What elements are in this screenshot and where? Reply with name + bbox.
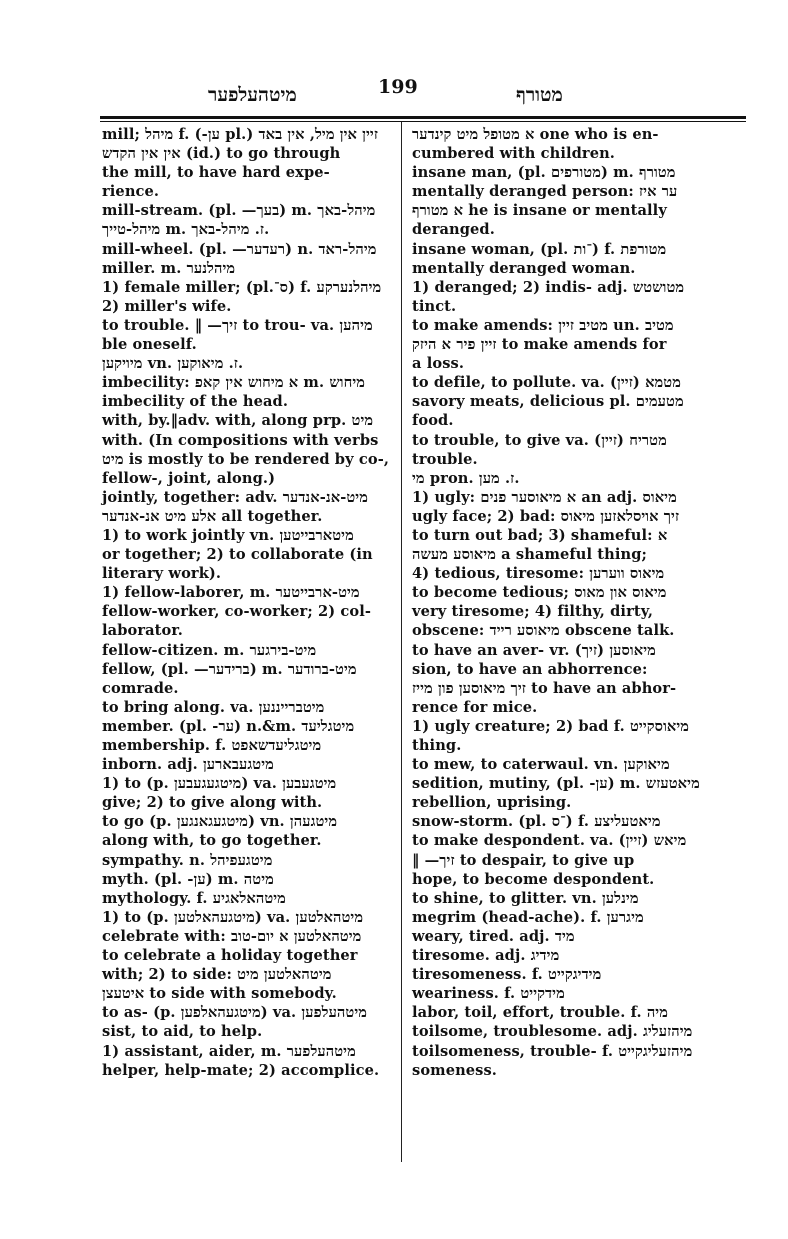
dictionary-line: imbecility of the head. — [102, 393, 289, 411]
dictionary-line: mill-stream. (pl. —בעך) m. מיהל-באך — [102, 202, 376, 220]
dictionary-line: tinct. — [412, 297, 457, 315]
dictionary-line: מיויקען vn. ז. מיאוקען. — [102, 355, 244, 373]
column-divider — [401, 122, 402, 1162]
dictionary-line: weary, tired. adj. מיד — [412, 927, 575, 945]
dictionary-line: miller. m. מיהלנער — [102, 259, 236, 277]
dictionary-line: someness. — [412, 1061, 497, 1079]
dictionary-line: 2) miller's wife. — [102, 297, 232, 315]
dictionary-line: tiresomeness. f. מידיגקייט — [412, 966, 602, 984]
dictionary-line: 1) to (p. מיטגעגעבען) va. מיטגעבען — [102, 775, 337, 793]
dictionary-line: to make despondent. va. (זיין) מיאש — [412, 832, 687, 850]
dictionary-line: weariness. f. מידקייט — [412, 985, 565, 1003]
dictionary-line: sympathy. n. מיטגעפיהל — [102, 851, 273, 869]
dictionary-line: א מטופל מיט קינדער one who is en- — [412, 126, 659, 143]
dictionary-line: very tiresome; 4) filthy, dirty, — [412, 603, 654, 621]
dictionary-line: laborator. — [102, 622, 183, 640]
dictionary-line: celebrate with: מיטהאלטען א יום-טוב — [102, 927, 362, 945]
dictionary-line: with, by.‖adv. with, along prp. מיט — [102, 412, 374, 430]
left-running-headword: מיטהעלפער — [208, 84, 297, 106]
dictionary-line: 1) deranged; 2) indis- adj. מטושטש — [412, 278, 685, 296]
dictionary-line: איטעצן to side with somebody. — [102, 985, 337, 1003]
dictionary-line: fellow-citizen. m. מיט-בירגער — [102, 641, 317, 659]
dictionary-line: literary work). — [102, 565, 222, 583]
dictionary-line: to go (p. מיטגעגאנגען) vn. מיטגעהן — [102, 813, 338, 831]
dictionary-line: mill; מיהל f. (-ען pl.) זיין אין מיל, אין באד — [102, 126, 379, 143]
dictionary-line: mentally deranged person: ער איז — [412, 183, 678, 201]
dictionary-line: ble oneself. — [102, 336, 197, 354]
dictionary-line: 1) female miller; (pl.ס־) f. מיהלנערקע — [102, 278, 382, 296]
right-running-headword: מטורף — [516, 84, 563, 106]
dictionary-line: sion, to have an abhorrence: — [412, 660, 648, 678]
dictionary-line: to shine, to glitter. vn. מינלען — [412, 889, 639, 907]
dictionary-line: deranged. — [412, 221, 495, 239]
dictionary-line: 1) ugly creature; 2) bad f. מיאוסקייט — [412, 717, 690, 735]
dictionary-line: member. (pl. -ער) n.&m. מיטגליעד — [102, 717, 355, 735]
dictionary-line: rience. — [102, 183, 160, 201]
dictionary-line: toilsomeness, trouble- f. מיהזעליגקייט — [412, 1042, 693, 1060]
dictionary-line: with. (In compositions with verbs — [102, 431, 379, 449]
dictionary-line: מיאוסע מעשה a shameful thing; — [412, 546, 648, 564]
dictionary-line: snow-storm. (pl. ־ס) f. מיאטעליצע — [412, 813, 661, 831]
dictionary-line: a loss. — [412, 355, 465, 373]
dictionary-line: 4) tedious, tiresome: מיאוס ווערען — [412, 565, 665, 583]
dictionary-line: mill-wheel. (pl. —רעדער) n. מיהל-ראד — [102, 240, 377, 258]
dictionary-line: sist, to aid, to help. — [102, 1023, 263, 1041]
dictionary-line: א מטורף he is insane or mentally — [412, 202, 667, 220]
dictionary-line: obscene: מיאוסע רייד obscene talk. — [412, 622, 675, 640]
dictionary-line: with; 2) to side: מיטהאלטען מיט — [102, 966, 332, 984]
dictionary-line: אלע מיט אנ-אנדער all together. — [102, 507, 323, 525]
dictionary-line: sedition, mutiny, (pl. -ען) m. מיאטעזש — [412, 775, 700, 793]
dictionary-line: to as- (p. מיטגעהאלפען) va. מיטהעלפען — [102, 1004, 368, 1022]
dictionary-line: זיין פיר א היזק to make amends for — [412, 336, 667, 354]
dictionary-line: imbecility: א מיחוש אין קאפ m. מיחוש — [102, 374, 366, 392]
dictionary-line: food. — [412, 412, 454, 430]
dictionary-line: to defile, to pollute. va. (זיין) מטמא — [412, 374, 681, 392]
dictionary-line: cumbered with children. — [412, 145, 615, 163]
right-column — [412, 125, 712, 1080]
dictionary-line: megrim (head-ache). f. מיגרען — [412, 908, 644, 926]
dictionary-line: to trouble, to give va. (זיין) מטריח — [412, 431, 667, 449]
page-header — [100, 76, 740, 110]
dictionary-line: זיך מיאוסען פון מייז to have an abhor- — [412, 679, 677, 697]
dictionary-line: hope, to become despondent. — [412, 870, 655, 888]
dictionary-line: to mew, to caterwaul. vn. מיאוקען — [412, 756, 670, 774]
dictionary-line: מיט is mostly to be rendered by co-, — [102, 450, 390, 468]
dictionary-line: 1) ugly: א מיאוסער פנים an adj. מיאוס — [412, 488, 677, 506]
dictionary-line: the mill, to have hard expe- — [102, 164, 330, 182]
dictionary-line: fellow, (pl. —ברידער) m. מיט-ברודער — [102, 660, 357, 678]
dictionary-line: 1) to (p. מיטגעהאלטען) va. מיטהאלטען — [102, 908, 364, 926]
dictionary-line: 1) assistant, aider, m. מיטהעלפער — [102, 1042, 356, 1060]
left-column — [102, 125, 392, 1080]
dictionary-line: rebellion, uprising. — [412, 794, 572, 812]
dictionary-line: myth. (pl. -ען) m. מיטה — [102, 870, 274, 888]
dictionary-line: אין אין הקדש (id.) to go through — [102, 145, 341, 163]
dictionary-line: fellow-worker, co-worker; 2) col- — [102, 603, 372, 621]
dictionary-line: to turn out bad; 3) shameful: א — [412, 526, 668, 544]
dictionary-line: 1) to work jointly vn. מיטארבייטען — [102, 526, 354, 544]
dictionary-line: labor, toil, effort, trouble. f. מיה — [412, 1004, 668, 1022]
dictionary-line: savory meats, delicious pl. מטעמים — [412, 393, 684, 411]
page-number: 199 — [378, 76, 418, 98]
dictionary-line: insane woman, (pl. ־ות) f. מטורפת — [412, 240, 667, 258]
dictionary-line: along with, to go together. — [102, 832, 322, 850]
dictionary-line: thing. — [412, 737, 462, 754]
dictionary-line: mythology. f. מיטהאלאגיע — [102, 889, 286, 907]
dictionary-line: מי pron. ז. מען. — [412, 469, 520, 487]
dictionary-line: give; 2) to give along with. — [102, 794, 323, 812]
dictionary-line: helper, help-mate; 2) accomplice. — [102, 1061, 380, 1079]
dictionary-line: to bring along. va. מיטברייננען — [102, 698, 325, 716]
dictionary-line: to trouble. ‖ —זיך to trou- va. מיהען — [102, 316, 373, 334]
dictionary-line: trouble. — [412, 450, 478, 468]
dictionary-line: rence for mice. — [412, 698, 538, 716]
dictionary-line: ‖ —זיך to despair, to give up — [412, 851, 635, 869]
dictionary-line: to celebrate a holiday together — [102, 947, 358, 965]
dictionary-line: tiresome. adj. מידיג — [412, 947, 560, 965]
dictionary-line: to become tedious; מיאוס און מאוס — [412, 584, 667, 602]
dictionary-line: 1) fellow-laborer, m. מיט-ארבייטער — [102, 584, 360, 602]
dictionary-line: to make amends: מטיב זיין un. מטיב — [412, 316, 674, 334]
dictionary-line: inborn. adj. מיטגעבארען — [102, 756, 274, 774]
header-rule — [100, 116, 746, 122]
dictionary-line: to have an aver- vr. (זיך) מיאוסען — [412, 641, 656, 659]
dictionary-line: insane man, (pl. מטורפים) m. מטורף — [412, 164, 676, 182]
dictionary-line: מיהל-טייך m. ז. מיהל-באך. — [102, 221, 270, 239]
dictionary-line: toilsome, troublesome. adj. מיהזעליג — [412, 1023, 693, 1041]
dictionary-line: mentally deranged woman. — [412, 259, 636, 277]
dictionary-line: jointly, together: adv. מיט-אנ-אנדער — [102, 488, 368, 506]
dictionary-line: or together; 2) to collaborate (in — [102, 546, 373, 564]
dictionary-line: membership. f. מיטגליעדשאפט — [102, 737, 322, 754]
dictionary-line: comrade. — [102, 679, 179, 697]
dictionary-line: fellow-, joint, along.) — [102, 469, 276, 487]
dictionary-line: ugly face; 2) bad: זיך אויסלאזען מיאוס — [412, 507, 680, 525]
